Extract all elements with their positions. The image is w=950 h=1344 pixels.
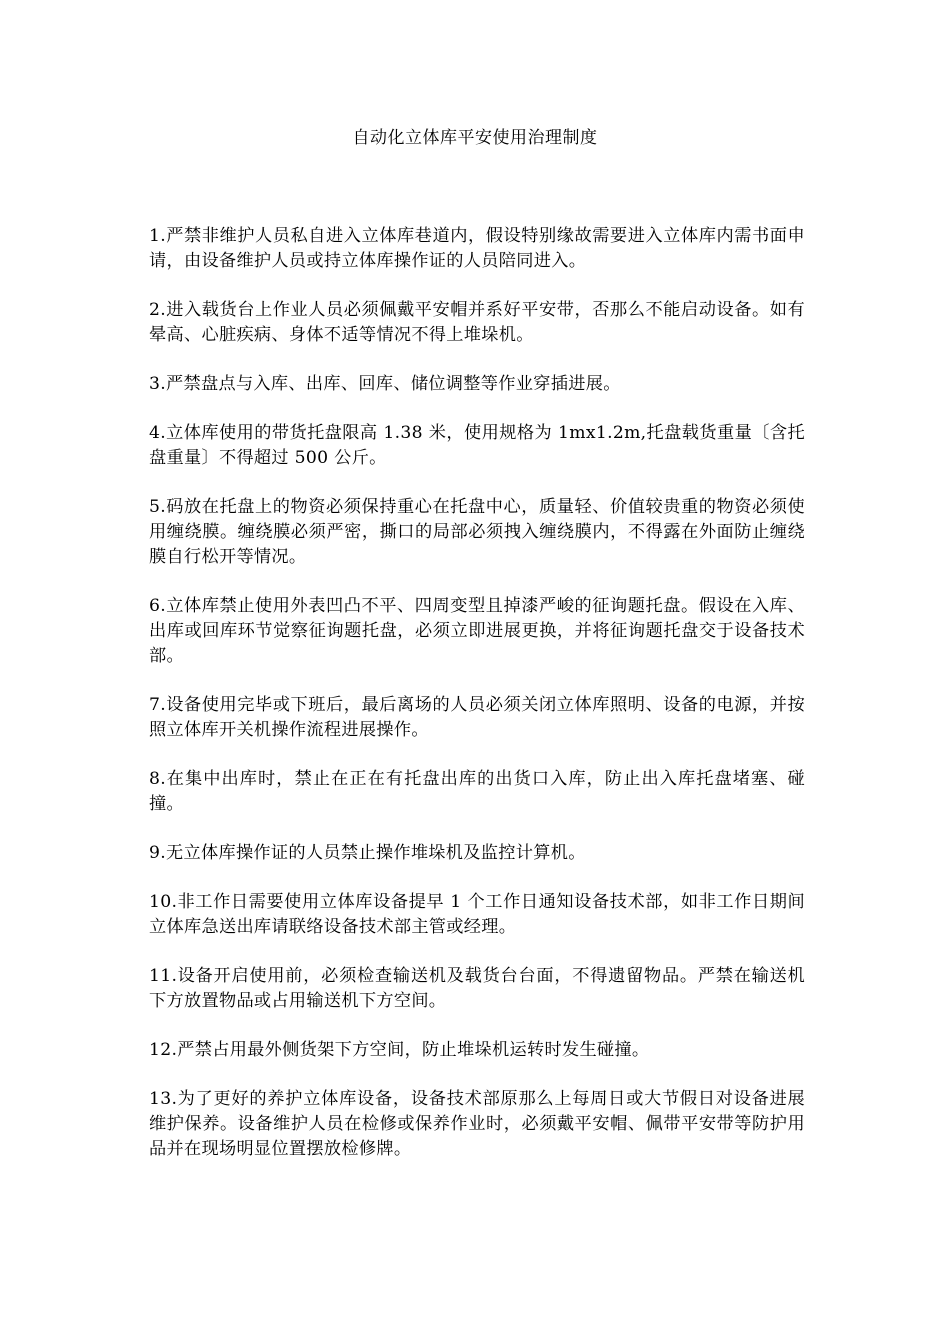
paragraph-2: 2.进入载货台上作业人员必须佩戴平安帽并系好平安带，否那么不能启动设备。如有晕高、心脏疾病、身体不适等情况不得上堆垛机。 bbox=[149, 300, 805, 345]
paragraph-12: 12.严禁占用最外侧货架下方空间，防止堆垛机运转时发生碰撞。 bbox=[149, 1040, 650, 1060]
paragraph-13: 13.为了更好的养护立体库设备，设备技术部原那么上每周日或大节假日对设备进展维护保养。设备维护人员在检修或保养作业时，必须戴平安帽、佩带平安带等防护用品并在现场明显位置摆放检修牌。 bbox=[149, 1089, 805, 1159]
paragraph-11: 11.设备开启使用前，必须检查输送机及载货台台面，不得遗留物品。严禁在输送机下方放置物品或占用输送机下方空间。 bbox=[149, 966, 805, 1011]
paragraph-8: 8.在集中出库时，禁止在正在有托盘出库的出货口入库，防止出入库托盘堵塞、碰撞。 bbox=[149, 769, 805, 814]
paragraph-9: 9.无立体库操作证的人员禁止操作堆垛机及监控计算机。 bbox=[149, 843, 586, 863]
paragraph-1: 1.严禁非维护人员私自进入立体库巷道内，假设特别缘故需要进入立体库内需书面申请，由设备维护人员或持立体库操作证的人员陪同进入。 bbox=[149, 226, 805, 271]
paragraph-10: 10.非工作日需要使用立体库设备提早 1 个工作日通知设备技术部，如非工作日期间立体库急送出库请联络设备技术部主管或经理。 bbox=[149, 892, 805, 937]
document-body bbox=[149, 224, 805, 1186]
paragraph-5: 5.码放在托盘上的物资必须保持重心在托盘中心，质量轻、价值较贵重的物资必须使用缠绕膜。缠绕膜必须严密，撕口的局部必须拽入缠绕膜内，不得露在外面防止缠绕膜自行松开等情况。 bbox=[149, 497, 805, 567]
paragraph-4: 4.立体库使用的带货托盘限高 1.38 米，使用规格为 1mx1.2m,托盘载货重量〔含托盘重量〕不得超过 500 公斤。 bbox=[149, 423, 805, 468]
paragraph-6: 6.立体库禁止使用外表凹凸不平、四周变型且掉漆严峻的征询题托盘。假设在入库、出库或回库环节觉察征询题托盘，必须立即进展更换，并将征询题托盘交于设备技术部。 bbox=[149, 596, 805, 666]
paragraph-3: 3.严禁盘点与入库、出库、回库、储位调整等作业穿插进展。 bbox=[149, 374, 621, 394]
paragraph-7: 7.设备使用完毕或下班后，最后离场的人员必须关闭立体库照明、设备的电源，并按照立体库开关机操作流程进展操作。 bbox=[149, 695, 805, 740]
page-title: 自动化立体库平安使用治理制度 bbox=[352, 128, 598, 148]
